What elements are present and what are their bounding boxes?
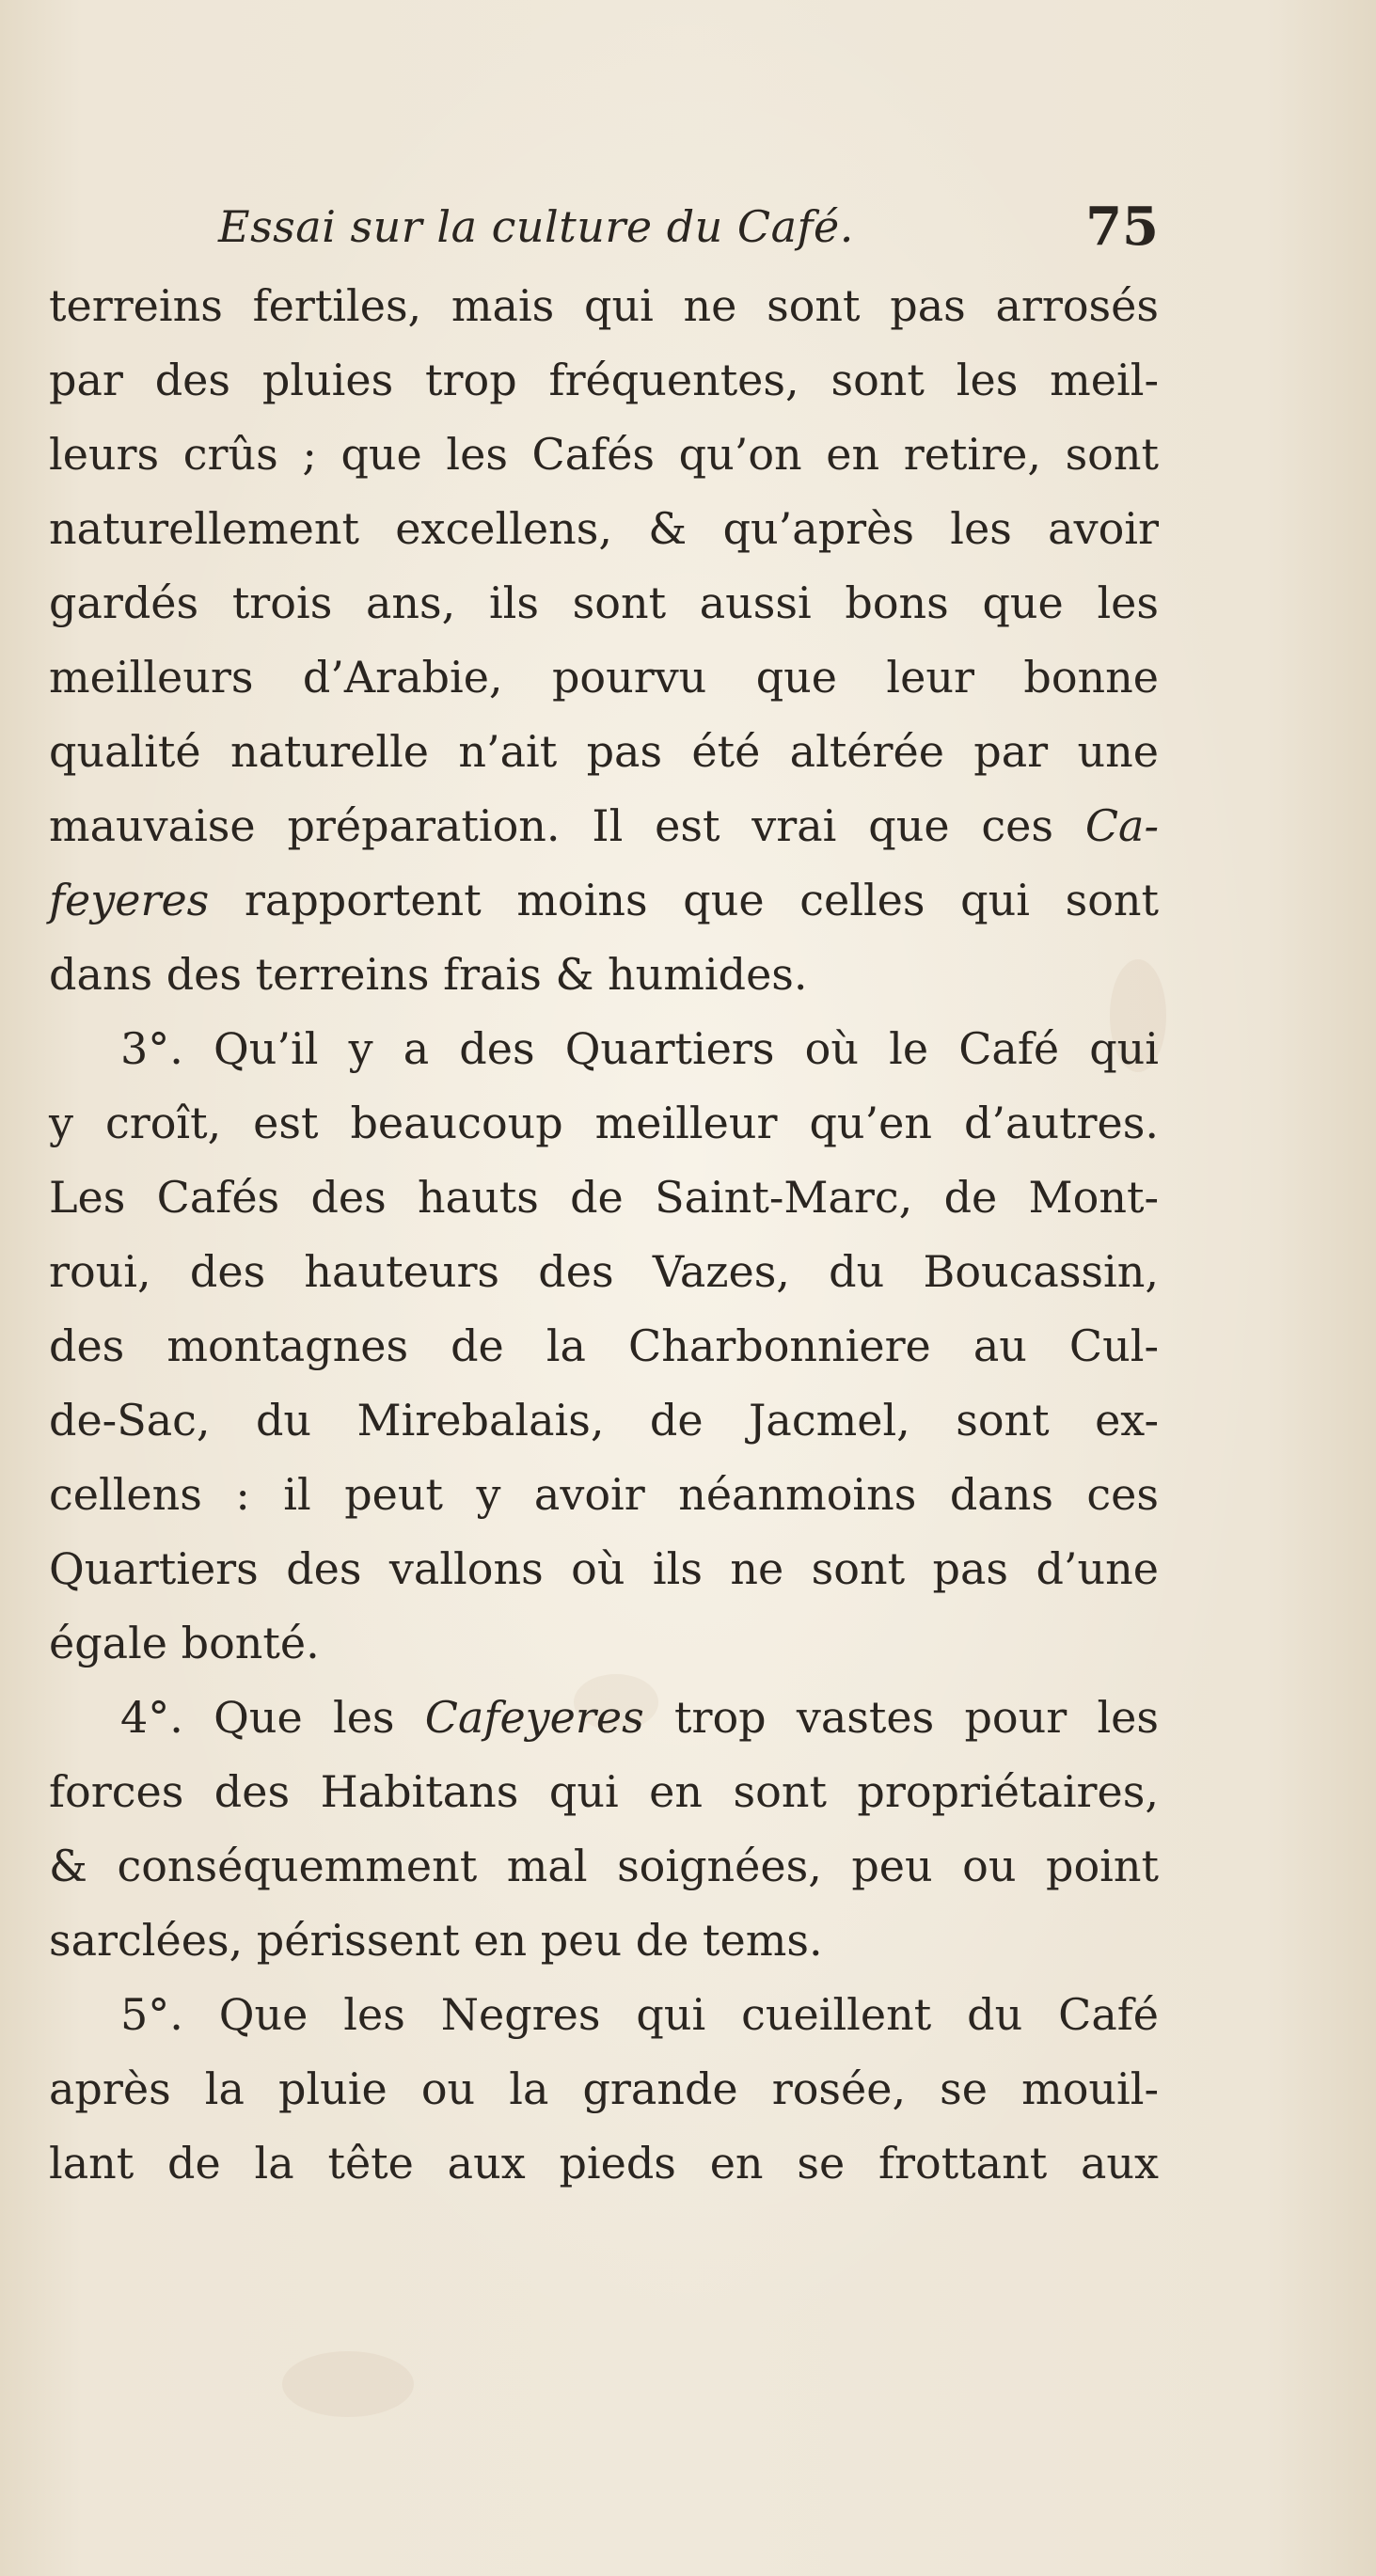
text-line	[49, 1681, 1159, 1755]
text-line	[49, 1383, 1159, 1458]
paper-stain	[282, 2351, 414, 2417]
text-line	[49, 938, 1159, 1012]
text-run: Quartiers des vallons où ils ne sont pas d’une	[49, 1543, 1159, 1594]
italic-text: feyeres	[49, 875, 210, 925]
text-line	[49, 1829, 1159, 1904]
text-run: forces des Habitans qui en sont propriétaires,	[49, 1766, 1159, 1817]
text-run: terreins fertiles, mais qui ne sont pas arrosés	[49, 280, 1159, 331]
text-run: naturellement excellens, & qu’après les avoir	[49, 503, 1159, 554]
text-run: 4°. Que les	[120, 1692, 425, 1743]
text-run: meilleurs d’Arabie, pourvu que leur bonne	[49, 652, 1159, 703]
text-line	[49, 1904, 1159, 1978]
text-line	[49, 640, 1159, 715]
text-run: dans des terreins frais & humides.	[49, 949, 808, 1000]
text-run: qualité naturelle n’ait pas été altérée par une	[49, 726, 1159, 777]
page-number: 75	[1085, 196, 1159, 258]
text-run: mauvaise préparation. Il est vrai que ces	[49, 800, 1085, 851]
text-run: gardés trois ans, ils sont aussi bons que les	[49, 577, 1159, 628]
text-run: 5°. Que les Negres qui cueillent du Café	[120, 1989, 1159, 2040]
body-text	[49, 269, 1159, 2201]
text-run: égale bonté.	[49, 1618, 320, 1668]
text-line	[49, 715, 1159, 789]
text-line	[49, 1012, 1159, 1086]
text-run: leurs crûs ; que les Cafés qu’on en retire, sont	[49, 429, 1159, 480]
text-line	[49, 1235, 1159, 1309]
text-line	[49, 2126, 1159, 2201]
running-head	[218, 196, 1159, 261]
text-line	[49, 1532, 1159, 1606]
text-run: lant de la tête aux pieds en se frottant aux	[49, 2138, 1159, 2189]
text-line	[49, 2052, 1159, 2126]
text-run: y croît, est beaucoup meilleur qu’en d’autres.	[49, 1098, 1159, 1148]
text-run: trop vastes pour les	[643, 1692, 1160, 1743]
text-run: & conséquemment mal soignées, peu ou point	[49, 1841, 1159, 1891]
text-run: de-Sac, du Mirebalais, de Jacmel, sont ex-	[49, 1395, 1159, 1446]
text-line	[49, 1606, 1159, 1681]
text-run: sarclées, périssent en peu de tems.	[49, 1915, 823, 1966]
text-line	[49, 1458, 1159, 1532]
text-run: des montagnes de la Charbonniere au Cul-	[49, 1320, 1159, 1371]
text-run: rapportent moins que celles qui sont	[209, 875, 1159, 925]
text-run: roui, des hauteurs des Vazes, du Boucassin,	[49, 1246, 1159, 1297]
text-line	[49, 269, 1159, 343]
running-title: Essai sur la culture du Café.	[218, 201, 854, 252]
italic-text: Cafeyeres	[424, 1692, 644, 1743]
text-line	[49, 789, 1159, 863]
text-run: Les Cafés des hauts de Saint-Marc, de Mont-	[49, 1172, 1159, 1223]
text-line	[49, 418, 1159, 492]
text-line	[49, 1755, 1159, 1829]
text-line	[49, 1978, 1159, 2052]
text-run: 3°. Qu’il y a des Quartiers où le Café qui	[120, 1023, 1159, 1074]
text-line	[49, 1161, 1159, 1235]
text-line	[49, 343, 1159, 418]
italic-text: Ca-	[1084, 800, 1159, 851]
text-line	[49, 1086, 1159, 1161]
text-line	[49, 1309, 1159, 1383]
text-run: après la pluie ou la grande rosée, se mouil-	[49, 2063, 1159, 2114]
text-line	[49, 566, 1159, 640]
text-line	[49, 492, 1159, 566]
text-line	[49, 863, 1159, 938]
text-run: par des pluies trop fréquentes, sont les meil-	[49, 355, 1159, 405]
text-run: cellens : il peut y avoir néanmoins dans ces	[49, 1469, 1159, 1520]
